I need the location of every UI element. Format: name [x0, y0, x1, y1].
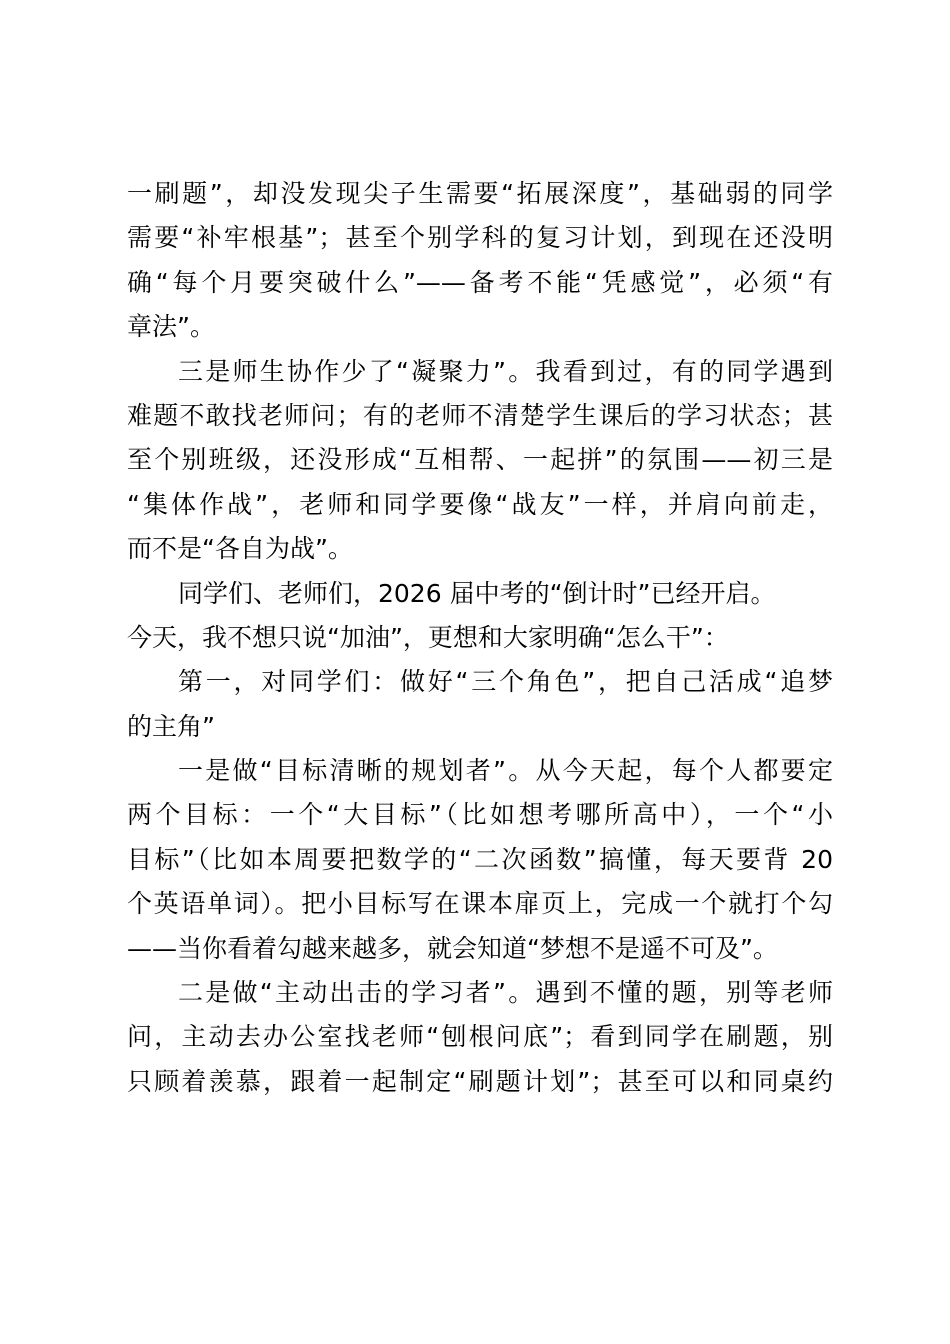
text-line: 今天，我不想只说“加油”，更想和大家明确“怎么干”：: [127, 622, 729, 652]
text-line: 需要“补牢根基”；甚至个别学科的复习计划，到现在还没明: [127, 223, 833, 253]
text-line: 一刷题”，却没发现尖子生需要“拓展深度”，基础弱的同学: [127, 179, 833, 208]
text-line: 而不是“各自为战”。: [127, 534, 353, 564]
text-line: 只顾着羡慕，跟着一起制定“刷题计划”；甚至可以和同桌约: [127, 1066, 833, 1096]
document-body: [127, 172, 833, 1104]
text-line: 至个别班级，还没形成“互相帮、一起拼”的氛围——初三是: [127, 445, 833, 475]
text-line: 的主角”: [127, 711, 215, 741]
text-line: 个英语单词）。把小目标写在课本扉页上，完成一个就打个勾: [127, 889, 833, 919]
text-line: ——当你看着勾越来越多，就会知道“梦想不是遥不可及”。: [127, 933, 778, 963]
text-line: 章法”。: [127, 312, 215, 342]
text-line: 三是师生协作少了“凝聚力”。我看到过，有的同学遇到: [178, 356, 833, 386]
text-line: 问，主动去办公室找老师“刨根问底”；看到同学在刷题，别: [127, 1022, 833, 1052]
text-line: 难题不敢找老师问；有的老师不清楚学生课后的学习状态；甚: [127, 400, 833, 430]
text-line: 确“每个月要突破什么”——备考不能“凭感觉”，必须“有: [127, 267, 833, 297]
text-line: “集体作战”，老师和同学要像“战友”一样，并肩向前走，: [127, 489, 833, 519]
text-line: 目标”（比如本周要把数学的“二次函数”搞懂，每天要背 20: [127, 844, 833, 874]
text-line: 两个目标：一个“大目标”（比如想考哪所高中），一个“小: [127, 800, 833, 830]
text-line: 第一，对同学们：做好“三个角色”，把自己活成“追梦: [178, 667, 833, 697]
text-line: 一是做“目标清晰的规划者”。从今天起，每个人都要定: [178, 756, 833, 786]
text-line: 二是做“主动出击的学习者”。遇到不懂的题，别等老师: [178, 978, 833, 1008]
text-line: 同学们、老师们，2026 届中考的“倒计时”已经开启。: [178, 578, 776, 608]
